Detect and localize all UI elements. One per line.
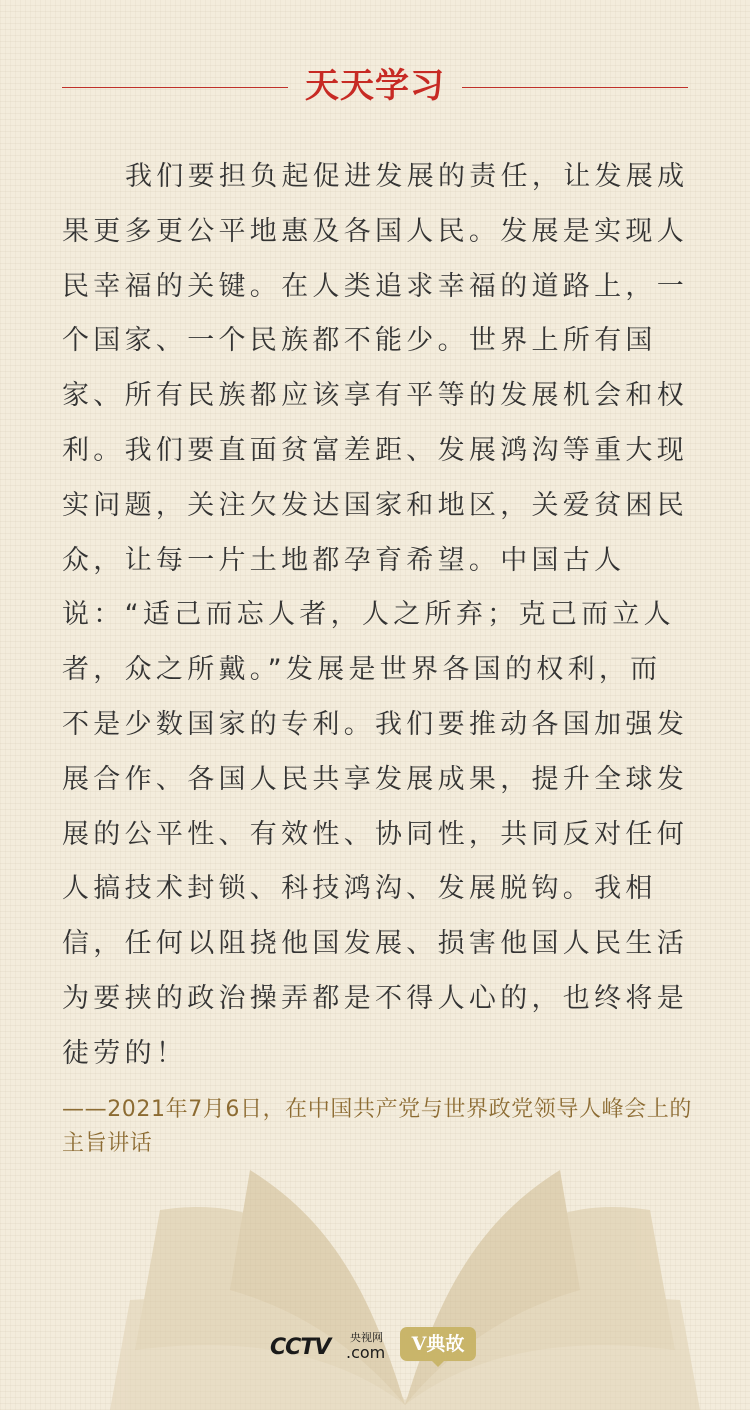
quote-attribution: ——2021年7月6日，在中国共产党与世界政党领导人峰会上的主旨讲话 [62,1097,692,1156]
open-book-illustration [100,1150,710,1410]
cctv-logo-com: .com [346,1343,386,1362]
header [0,58,750,118]
page-title: 天天学习 [305,66,445,106]
badge-tail [432,1361,444,1367]
quote-body: 我们要担负起促进发展的责任，让发展成果更多更公平地惠及各国人民。发展是实现人民幸福的关键。在人类追求幸福的道路上，一个国家、一个民族都不能少。世界上所有国家、所有民族都应该享有平等的发展机会和权利。我们要直面贫富差距、发展鸿沟等重大现实问题，关注欠发达国家和地区，关爱贫困民众，让每一片土地都孕育希望。中国古人说：“适己而忘人者，人之所弃；克己而立人者，众之所戴。”发展是世界各国的权利，而不是少数国家的专利。我们要推动各国加强发展合作、各国人民共享发展成果，提升全球发展的公平性、有效性、协同性，共同反对任何人搞技术封锁、科技鸿沟、发展脱钩。我相信，任何以阻挠他国发展、损害他国人民生活为要挟的政治操弄都是不得人心的，也终将是徒劳的！ [62,161,689,1069]
header-divider-left [62,87,288,88]
cctv-logo [270,1325,390,1365]
cctv-logo-sub: 央视网 [350,1331,383,1344]
cctv-logo-main: CCTV [270,1335,331,1360]
v-dianggu-badge: V典故 [400,1327,476,1361]
header-divider-right [462,87,688,88]
